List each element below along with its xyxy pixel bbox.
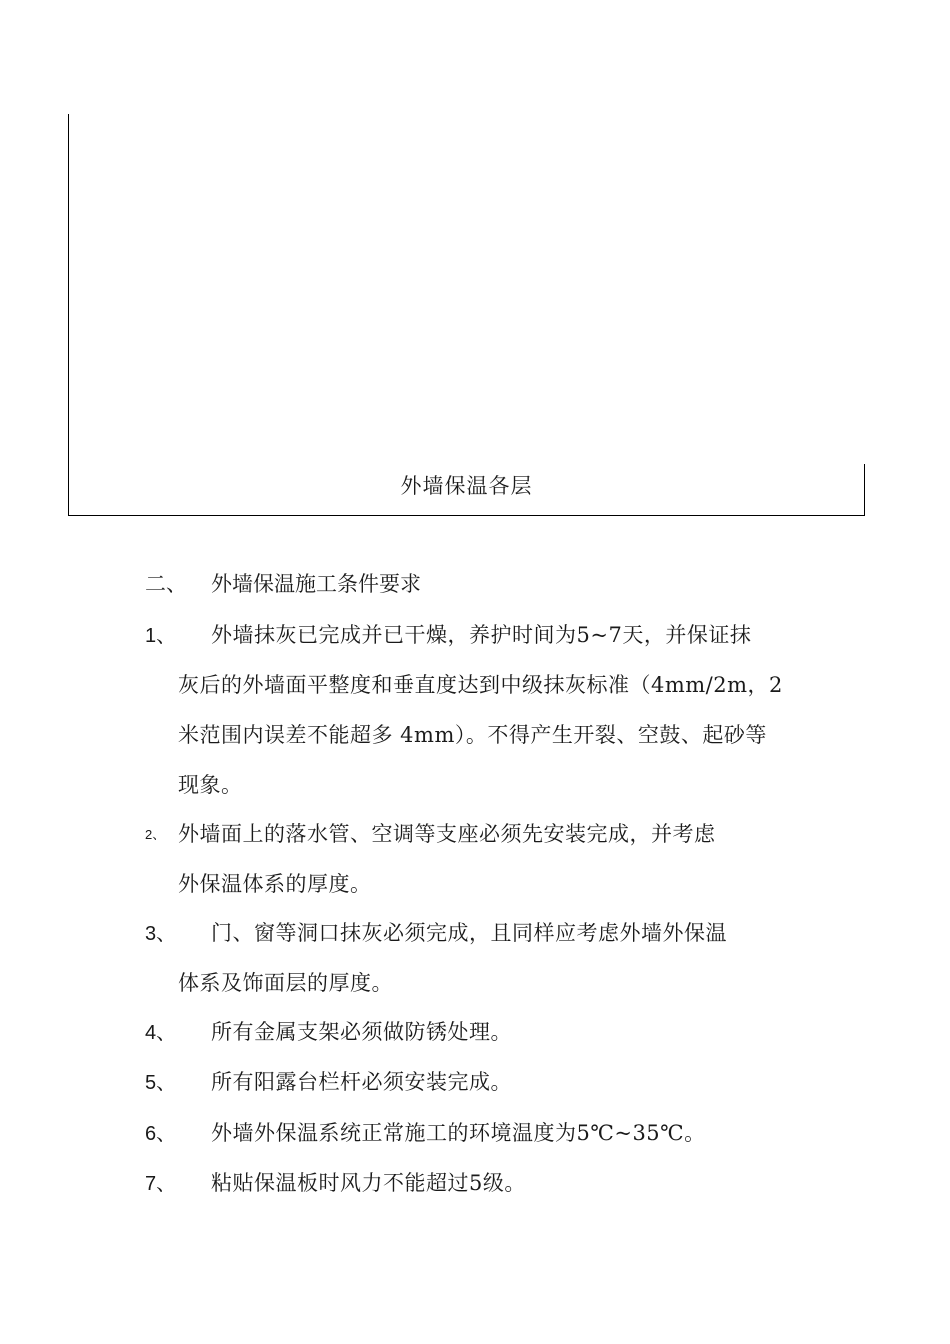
item-text-line: 灰后的外墙面平整度和垂直度达到中级抹灰标准（4mm/2m，2 <box>178 673 783 697</box>
item-text-line: 外墙面上的落水管、空调等支座必须先安装完成，并考虑 <box>178 822 716 846</box>
item-number: 3、 <box>145 923 177 945</box>
frame-left-border <box>68 114 69 516</box>
item-text-line: 体系及饰面层的厚度。 <box>178 971 393 995</box>
list-item <box>145 917 825 1017</box>
item-number: 5、 <box>145 1072 177 1094</box>
item-number: 7、 <box>145 1173 177 1195</box>
item-text-line: 粘贴保温板时风力不能超过5级。 <box>211 1171 526 1195</box>
item-number: 6、 <box>145 1123 177 1145</box>
list-item <box>145 619 825 819</box>
section-heading <box>145 568 845 600</box>
item-number: 1、 <box>145 625 177 647</box>
item-text-line: 外墙外保温系统正常施工的环境温度为5℃~35℃。 <box>211 1121 706 1145</box>
list-item <box>145 1117 825 1167</box>
list-item <box>145 1066 825 1116</box>
item-number: 2、 <box>145 827 166 842</box>
item-number: 4、 <box>145 1022 177 1044</box>
figure-frame <box>68 114 865 516</box>
item-text-line: 外保温体系的厚度。 <box>178 872 372 896</box>
figure-caption: 外墙保温各层 <box>400 474 533 498</box>
section-number: 二、 <box>145 572 187 596</box>
item-text-line: 外墙抹灰已完成并已干燥，养护时间为5~7天，并保证抹 <box>211 623 752 647</box>
item-text-line: 所有金属支架必须做防锈处理。 <box>211 1020 512 1044</box>
list-item <box>145 1016 825 1066</box>
item-text-line: 所有阳露台栏杆必须安装完成。 <box>211 1070 512 1094</box>
item-text-line: 门、窗等洞口抹灰必须完成，且同样应考虑外墙外保温 <box>211 921 727 945</box>
item-text-line: 现象。 <box>178 773 243 797</box>
list-item <box>145 1167 825 1217</box>
section-title: 外墙保温施工条件要求 <box>211 572 421 596</box>
list-item <box>145 818 825 918</box>
item-text-line: 米范围内误差不能超多 4mm）。不得产生开裂、空鼓、起砂等 <box>178 723 767 747</box>
frame-bottom-border <box>68 515 865 516</box>
